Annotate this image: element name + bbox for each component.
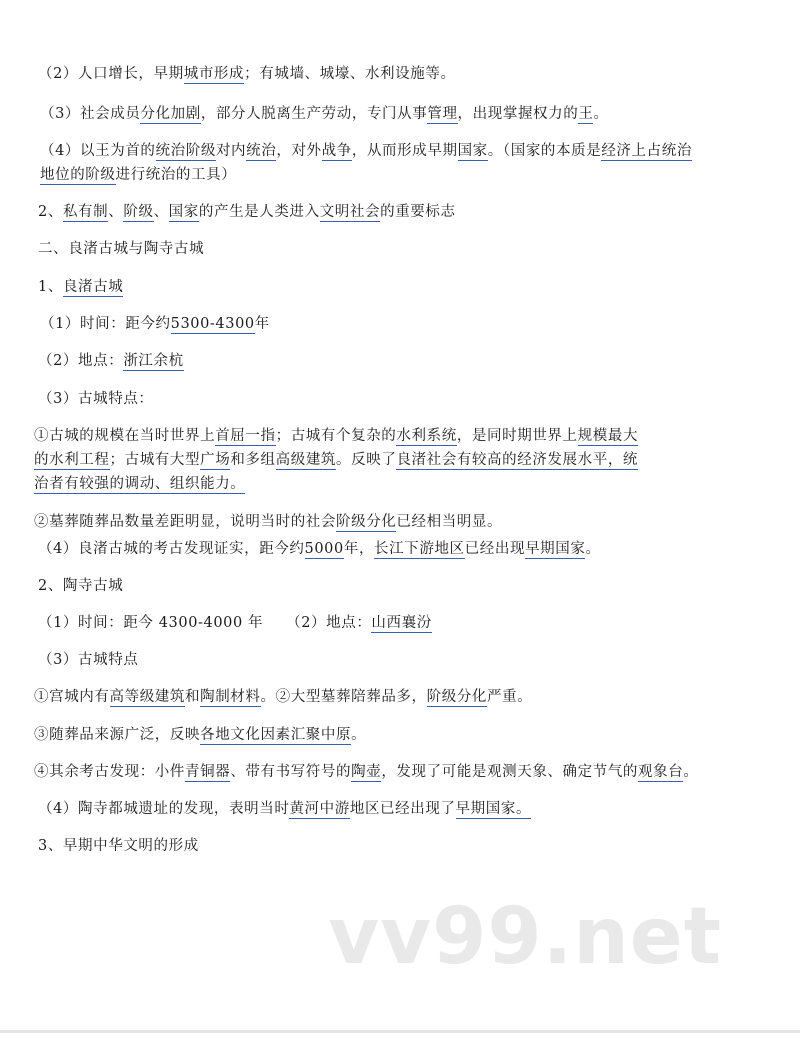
text-segment: 进行统治的工具） bbox=[115, 167, 237, 183]
text-segment: （4）良渚古城的考古发现证实，距今约 bbox=[38, 541, 305, 557]
text-line bbox=[0, 613, 800, 633]
underlined-answer: 浙江余杭 bbox=[123, 353, 184, 369]
watermark: vv99.net bbox=[328, 892, 722, 982]
text-line bbox=[0, 64, 800, 84]
underlined-answer: 首屈一指 bbox=[215, 428, 276, 444]
text-line bbox=[0, 277, 800, 297]
underlined-answer: 私有制 bbox=[62, 204, 109, 220]
text-segment: 3、早期中华文明的形成 bbox=[38, 838, 199, 854]
text-line bbox=[0, 165, 800, 185]
underlined-answer: 统治阶级 bbox=[155, 143, 216, 159]
text-segment: 年， bbox=[343, 541, 375, 557]
text-line bbox=[0, 104, 800, 124]
underlined-answer: 早期国家 bbox=[525, 541, 586, 557]
text-segment: ；有城墙、城壕、水利设施等。 bbox=[244, 66, 456, 82]
text-segment: ②墓葬随葬品数量差距明显，说明当时的社会 bbox=[34, 514, 336, 530]
text-segment: 已经相当明显。 bbox=[396, 514, 503, 530]
underlined-answer: 高级建筑 bbox=[275, 452, 337, 468]
underlined-answer: 规模最大 bbox=[577, 428, 639, 444]
underlined-answer: 管理 bbox=[427, 106, 458, 122]
text-segment: 年 bbox=[254, 316, 270, 332]
text-segment: （1）时间：距今 4300-4000 年 （2）地点： bbox=[38, 615, 372, 631]
text-line bbox=[0, 474, 800, 494]
text-segment: 和 bbox=[185, 689, 201, 705]
text-line bbox=[0, 239, 800, 259]
text-segment: 。反映了 bbox=[336, 452, 397, 468]
text-segment: ，发现了可能是观测天象、确定节气的 bbox=[381, 764, 639, 780]
underlined-answer: 城市形成 bbox=[183, 66, 245, 82]
text-line bbox=[0, 687, 800, 707]
text-segment: 、带有书写符号的 bbox=[230, 764, 352, 780]
text-segment: 。 bbox=[683, 764, 699, 780]
underlined-answer: 经济上占统治 bbox=[601, 143, 692, 159]
text-segment: 二、良渚古城与陶寺古城 bbox=[38, 241, 205, 257]
underlined-answer: 观象台 bbox=[638, 764, 684, 780]
text-line bbox=[0, 512, 800, 532]
underlined-answer: 王 bbox=[578, 106, 594, 122]
underlined-answer: 国家 bbox=[457, 143, 488, 159]
text-segment: ，出现掌握权力的 bbox=[457, 106, 579, 122]
underlined-answer: 青铜器 bbox=[185, 764, 231, 780]
text-line bbox=[0, 314, 800, 334]
underlined-answer: 地位的阶级 bbox=[40, 167, 116, 183]
text-line bbox=[0, 799, 800, 819]
underlined-answer: 山西襄汾 bbox=[371, 615, 432, 631]
text-segment: （1）时间：距今约 bbox=[40, 316, 171, 332]
text-line bbox=[0, 389, 800, 409]
underlined-answer: 5300-4300 bbox=[170, 316, 255, 332]
text-segment: ，部分人脱离生产劳动，专门从事 bbox=[200, 106, 428, 122]
text-line bbox=[0, 762, 800, 782]
text-segment: （3）社会成员 bbox=[40, 106, 141, 122]
text-segment: 。②大型墓葬陪葬品多， bbox=[260, 689, 427, 705]
text-segment: 、 bbox=[153, 204, 169, 220]
text-segment: 对内 bbox=[215, 143, 247, 159]
underlined-answer: 文明社会 bbox=[319, 204, 381, 220]
text-line bbox=[0, 450, 800, 470]
text-segment: ；古城有个复杂的 bbox=[275, 428, 397, 444]
underlined-answer: 国家 bbox=[168, 204, 199, 220]
page-bottom-divider bbox=[0, 1030, 800, 1033]
text-line bbox=[0, 202, 800, 222]
text-segment: （4）陶寺都城遗址的发现，表明当时 bbox=[38, 801, 290, 817]
text-segment: 的产生是人类进入 bbox=[198, 204, 320, 220]
text-line bbox=[0, 650, 800, 670]
underlined-answer: 良渚社会有较高的经济发展水平，统 bbox=[396, 452, 639, 468]
text-line bbox=[0, 141, 800, 161]
text-segment: ；古城有大型 bbox=[109, 452, 201, 468]
text-segment: 2、 bbox=[38, 204, 63, 220]
underlined-answer: 长江下游地区 bbox=[374, 541, 465, 557]
text-segment: ③随葬品来源广泛，反映 bbox=[34, 727, 201, 743]
text-segment: （2）人口增长，早期 bbox=[38, 66, 184, 82]
text-segment: 。（国家的本质是 bbox=[487, 143, 602, 159]
underlined-answer: 阶级分化 bbox=[336, 514, 397, 530]
underlined-answer: 陶壶 bbox=[351, 764, 382, 780]
underlined-answer: 良渚古城 bbox=[62, 279, 124, 295]
text-segment: ④其余考古发现：小件 bbox=[34, 764, 185, 780]
text-segment: ，是同时期世界上 bbox=[456, 428, 578, 444]
text-segment: ，对外 bbox=[276, 143, 322, 159]
text-segment: 。 bbox=[593, 106, 609, 122]
text-segment: 。 bbox=[351, 727, 367, 743]
underlined-answer: 的水利工程 bbox=[34, 452, 110, 468]
text-segment: 1、 bbox=[38, 279, 63, 295]
text-segment: （4）以王为首的 bbox=[40, 143, 156, 159]
text-line bbox=[0, 725, 800, 745]
underlined-answer: 治者有较强的调动、组织能力。 bbox=[34, 476, 246, 492]
underlined-answer: 各地文化因素汇聚中原 bbox=[200, 727, 352, 743]
text-segment: ，从而形成早期 bbox=[351, 143, 458, 159]
underlined-answer: 战争 bbox=[321, 143, 352, 159]
text-segment: （3）古城特点： bbox=[38, 391, 154, 407]
underlined-answer: 阶级 bbox=[123, 204, 154, 220]
text-segment: 严重。 bbox=[487, 689, 533, 705]
text-segment: 和多组 bbox=[230, 452, 276, 468]
underlined-answer: 阶级分化 bbox=[426, 689, 488, 705]
text-segment: 的重要标志 bbox=[380, 204, 456, 220]
text-line bbox=[0, 351, 800, 371]
underlined-answer: 水利系统 bbox=[396, 428, 457, 444]
text-segment: ①宫城内有 bbox=[34, 689, 110, 705]
underlined-answer: 黄河中游 bbox=[289, 801, 350, 817]
underlined-answer: 高等级建筑 bbox=[109, 689, 185, 705]
text-segment: ①古城的规模在当时世界上 bbox=[34, 428, 216, 444]
text-segment: （3）古城特点 bbox=[38, 652, 139, 668]
text-segment: 、 bbox=[108, 204, 124, 220]
text-segment: 地区已经出现了 bbox=[349, 801, 456, 817]
underlined-answer: 早期国家。 bbox=[455, 801, 532, 817]
text-line bbox=[0, 539, 800, 559]
text-segment: 2、陶寺古城 bbox=[38, 578, 124, 594]
text-segment: 。 bbox=[585, 541, 601, 557]
underlined-answer: 广场 bbox=[200, 452, 231, 468]
text-segment: 已经出现 bbox=[464, 541, 526, 557]
text-line bbox=[0, 836, 800, 856]
underlined-answer: 5000 bbox=[304, 541, 344, 557]
text-line bbox=[0, 576, 800, 596]
text-segment: （2）地点： bbox=[38, 353, 124, 369]
underlined-answer: 陶制材料 bbox=[200, 689, 261, 705]
underlined-answer: 统治 bbox=[246, 143, 277, 159]
text-line bbox=[0, 426, 800, 446]
underlined-answer: 分化加剧 bbox=[140, 106, 201, 122]
